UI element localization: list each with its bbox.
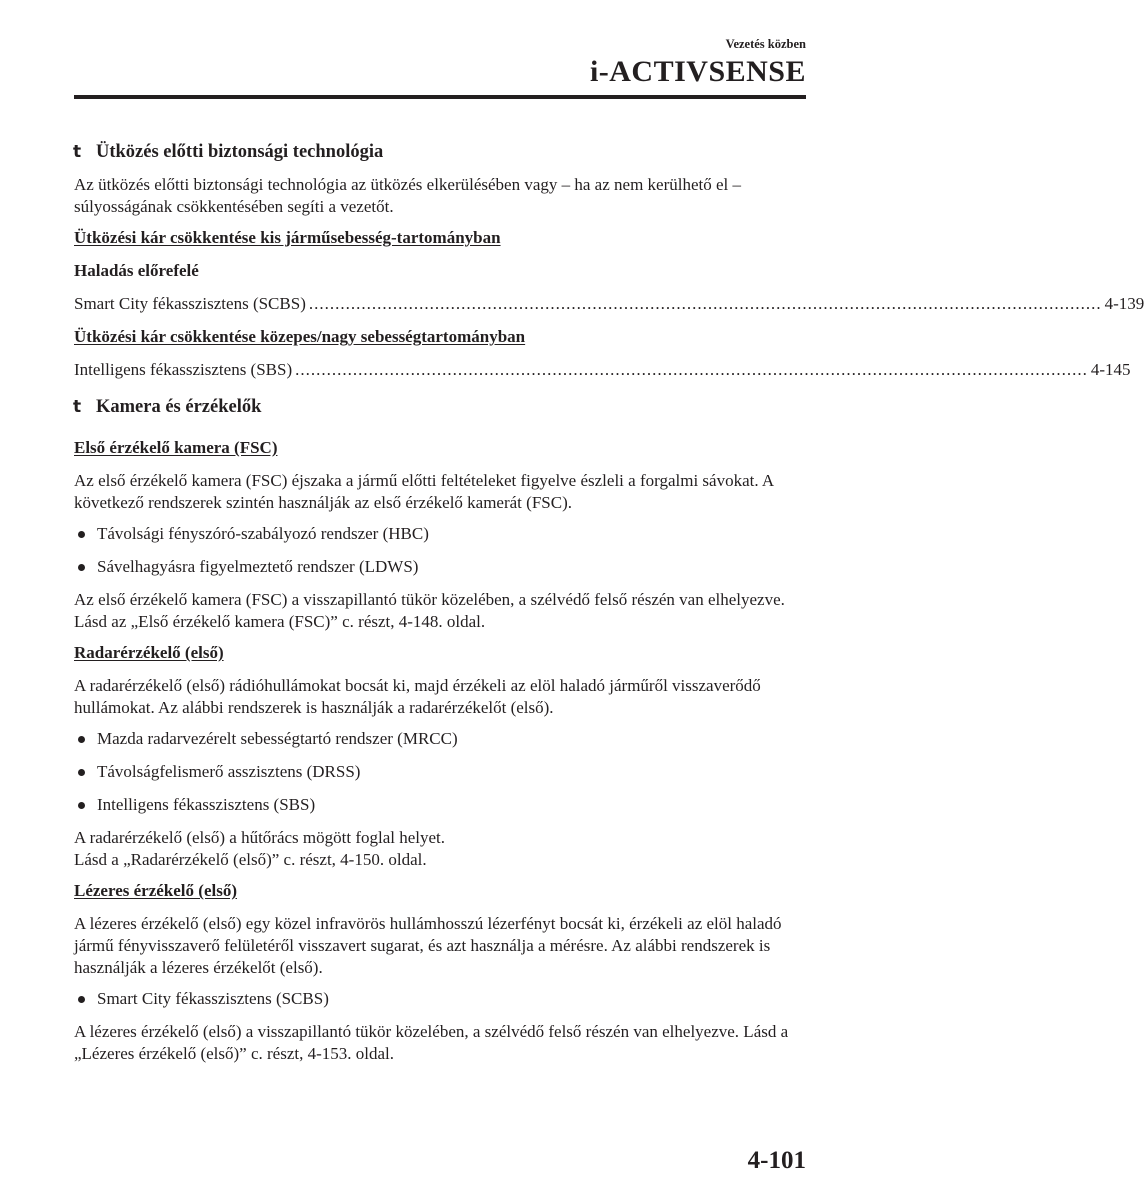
toc-leader-dots: .......................................................................................................................................................: [308, 294, 1102, 313]
toc-label: Intelligens fékasszisztens (SBS): [74, 360, 293, 379]
toc-entry-scbs[interactable]: [74, 293, 1144, 315]
section-title-camera-sensors: [73, 395, 806, 419]
toc-label: Smart City fékasszisztens (SCBS): [74, 294, 306, 313]
radar-location: A radarérzékelő (első) a hűtőrács mögött foglal helyet.: [74, 828, 446, 847]
header-rule: [74, 95, 806, 99]
toc-leader-dots: .......................................................................................................................................................: [295, 360, 1088, 379]
chapter-title: i-ACTIVSENSE: [589, 55, 806, 88]
laser-systems-list: [74, 988, 806, 1010]
section-marker-icon: t: [73, 142, 82, 162]
forward-heading: Haladás előrefelé: [74, 261, 199, 280]
list-item: Smart City fékasszisztens (SCBS): [74, 988, 806, 1010]
fsc-location: Az első érzékelő kamera (FSC) a visszapillantó tükör közelében, a szélvédő felső részén van elhelyezve.: [74, 590, 785, 609]
laser-description: A lézeres érzékelő (első) egy közel infravörös hullámhosszú lézerfényt bocsát ki, érzékeli az elöl haladó jármű fényvisszaverő felületéről visszavert sugarat, és azt használja a mérésre. Az alábbi rendszerek is használják a lézeres érzékelőt (első).: [74, 914, 782, 977]
section-title-text: Ütközés előtti biztonsági technológia: [96, 142, 384, 162]
fsc-systems-list: [74, 523, 806, 578]
toc-entry-sbs[interactable]: [74, 359, 1131, 381]
list-item: Távolságfelismerő asszisztens (DRSS): [74, 761, 806, 783]
radar-heading: Radarérzékelő (első): [74, 643, 224, 662]
list-item: Távolsági fényszóró-szabályozó rendszer (HBC): [74, 523, 806, 545]
laser-location-reference: A lézeres érzékelő (első) a visszapillantó tükör közelében, a szélvédő felső részén van elhelyezve. Lásd a „Lézeres érzékelő (első)” c. részt, 4-153. oldal.: [74, 1022, 789, 1063]
running-header: Vezetés közben: [725, 37, 806, 51]
list-item: Mazda radarvezérelt sebességtartó rendszer (MRCC): [74, 728, 806, 750]
radar-description: A radarérzékelő (első) rádióhullámokat bocsát ki, majd érzékeli az elöl haladó járműről visszaverődő hullámokat. Az alábbi rendszerek is használják a radarérzékelőt (első).: [74, 676, 761, 717]
pre-crash-intro: Az ütközés előtti biztonsági technológia az ütközés elkerülésében vagy – ha az nem kerülhető el – súlyosságának csökkentésében segíti a vezetőt.: [74, 175, 742, 216]
section-marker-icon: t: [73, 397, 82, 417]
fsc-description: Az első érzékelő kamera (FSC) éjszaka a jármű előtti feltételeket figyelve észleli a forgalmi sávokat. A következő rendszerek szintén használják az első érzékelő kamerát (FSC).: [74, 471, 774, 512]
list-item: Intelligens fékasszisztens (SBS): [74, 794, 806, 816]
page-content: [73, 140, 1144, 1074]
toc-page: 4-145: [1090, 360, 1131, 379]
toc-page: 4-139: [1104, 294, 1144, 313]
mid-speed-heading: Ütközési kár csökkentése közepes/nagy sebességtartományban: [74, 327, 526, 346]
radar-reference: Lásd a „Radarérzékelő (első)” c. részt, 4-150. oldal.: [74, 850, 427, 869]
page-number: 4-101: [747, 1147, 806, 1174]
section-title-text: Kamera és érzékelők: [96, 397, 262, 417]
fsc-reference: Lásd az „Első érzékelő kamera (FSC)” c. részt, 4-148. oldal.: [74, 612, 486, 631]
low-speed-heading: Ütközési kár csökkentése kis járműsebesség-tartományban: [74, 228, 501, 247]
laser-heading: Lézeres érzékelő (első): [74, 881, 237, 900]
radar-systems-list: [74, 728, 806, 816]
section-title-pre-crash: [73, 140, 806, 164]
fsc-heading: Első érzékelő kamera (FSC): [74, 438, 278, 457]
list-item: Sávelhagyásra figyelmeztető rendszer (LDWS): [74, 556, 806, 578]
